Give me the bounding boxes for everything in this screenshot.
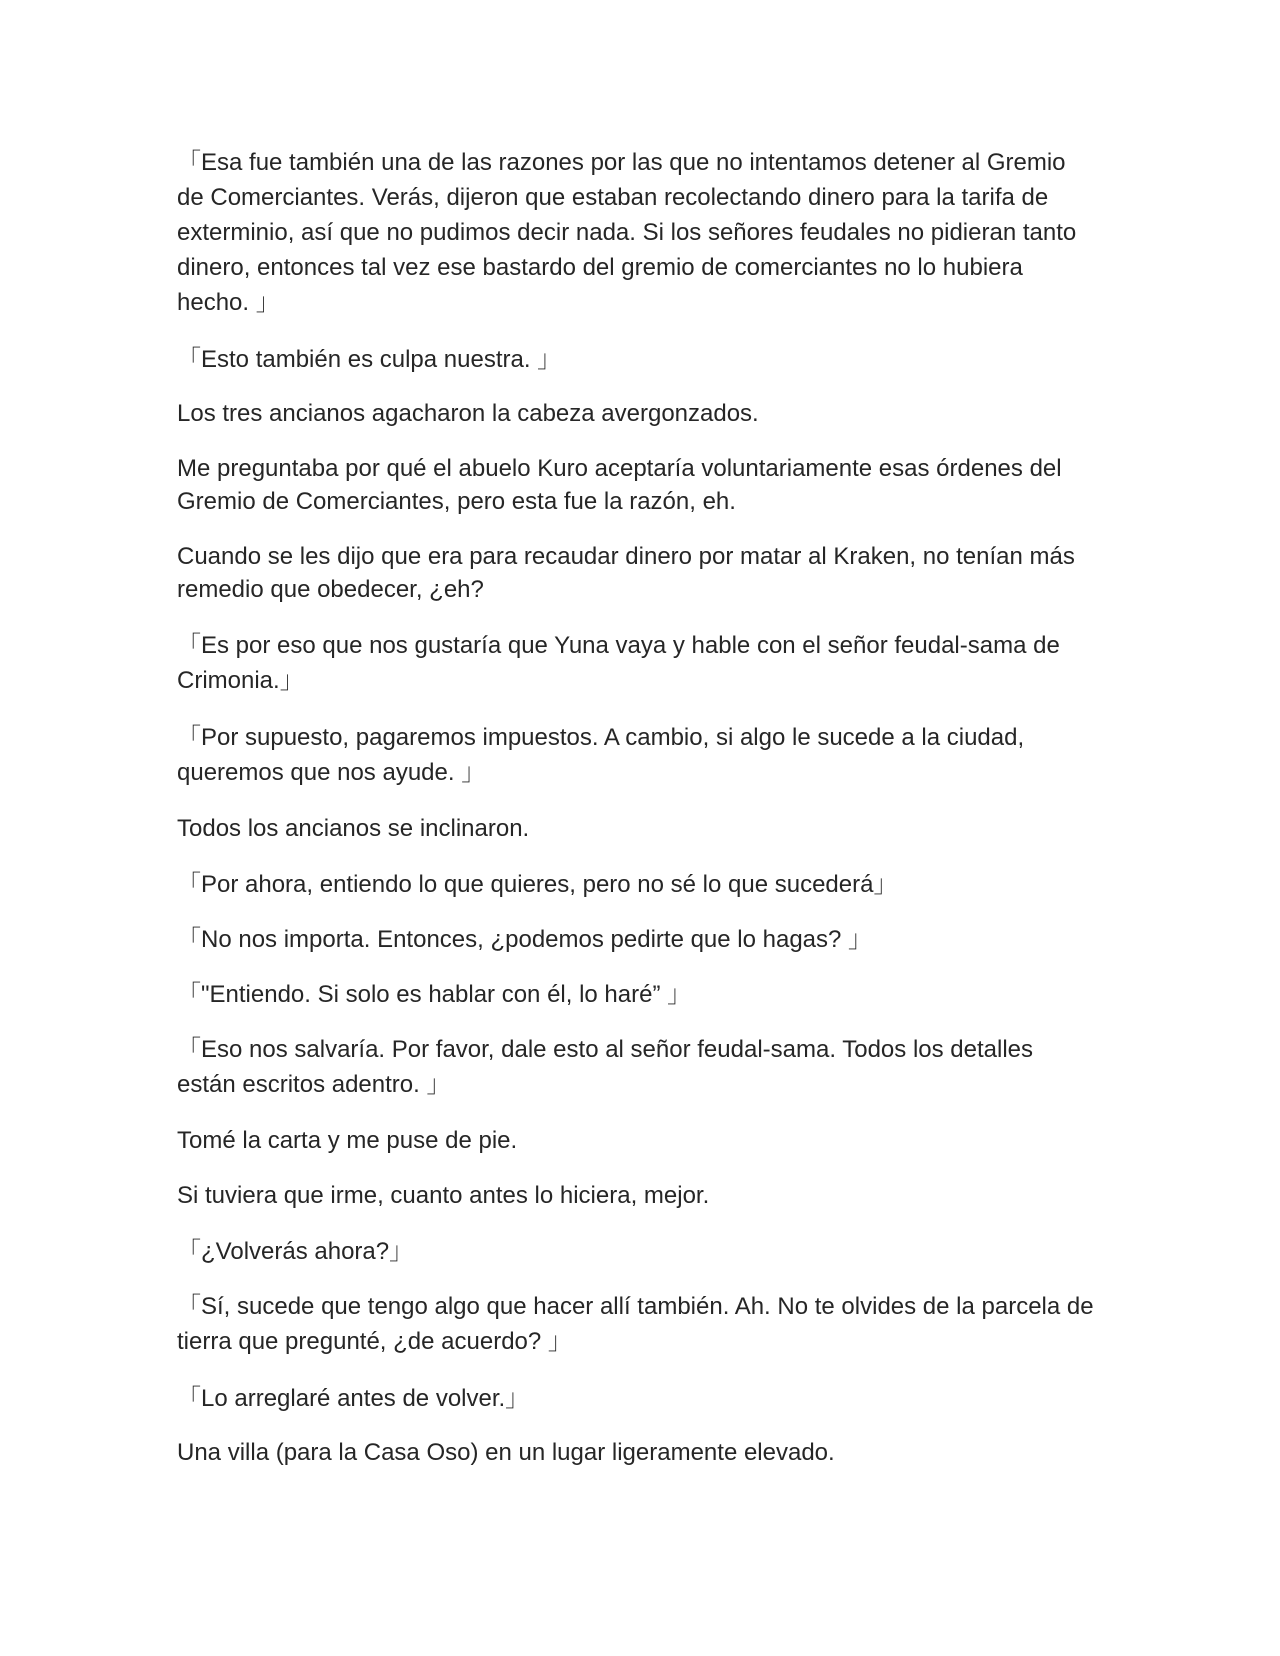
narration-paragraph: Los tres ancianos agacharon la cabeza avergonzados.: [177, 400, 759, 427]
dialogue-paragraph: 「Esto también es culpa nuestra. 」: [177, 346, 562, 373]
dialogue-paragraph: 「Por supuesto, pagaremos impuestos. A cambio, si algo le sucede a la ciudad, queremos que nos ayude. 」: [177, 724, 1025, 786]
dialogue-paragraph: 「Esa fue también una de las razones por las que no intentamos detener al Gremio de Comerciantes. Verás, dijeron que estaban recolectando dinero para la tarifa de exterminio, así que no pudimos decir nada. Si los señores feudales no pidieran tanto dinero, entonces tal vez ese bastardo del gremio de comerciantes no lo hubiera hecho. 」: [177, 149, 1077, 316]
dialogue-paragraph: 「"Entiendo. Si solo es hablar con él, lo haré” 」: [177, 981, 692, 1008]
narration-paragraph: Tomé la carta y me puse de pie.: [177, 1127, 518, 1154]
dialogue-paragraph: 「Por ahora, entiendo lo que quieres, pero no sé lo que sucederá」: [177, 871, 898, 898]
dialogue-paragraph: 「Sí, sucede que tengo algo que hacer allí también. Ah. No te olvides de la parcela de tierra que pregunté, ¿de acuerdo? 」: [177, 1293, 1094, 1355]
dialogue-paragraph: 「¿Volverás ahora?」: [177, 1238, 414, 1265]
narration-paragraph: Todos los ancianos se inclinaron.: [177, 815, 530, 842]
narration-paragraph: Si tuviera que irme, cuanto antes lo hiciera, mejor.: [177, 1182, 710, 1209]
document-page: [177, 145, 1097, 1491]
dialogue-paragraph: 「No nos importa. Entonces, ¿podemos pedirte que lo hagas? 」: [177, 926, 873, 953]
narration-paragraph: Cuando se les dijo que era para recaudar dinero por matar al Kraken, no tenían más remedio que obedecer, ¿eh?: [177, 543, 1075, 603]
dialogue-paragraph: 「Es por eso que nos gustaría que Yuna vaya y hable con el señor feudal-sama de Crimonia.」: [177, 632, 1060, 694]
narration-paragraph: Me preguntaba por qué el abuelo Kuro aceptaría voluntariamente esas órdenes del Gremio de Comerciantes, pero esta fue la razón, eh.: [177, 455, 1062, 515]
dialogue-paragraph: 「Eso nos salvaría. Por favor, dale esto al señor feudal-sama. Todos los detalles están escritos adentro. 」: [177, 1036, 1034, 1098]
narration-paragraph: Una villa (para la Casa Oso) en un lugar ligeramente elevado.: [177, 1439, 835, 1466]
dialogue-paragraph: 「Lo arreglaré antes de volver.」: [177, 1385, 530, 1412]
